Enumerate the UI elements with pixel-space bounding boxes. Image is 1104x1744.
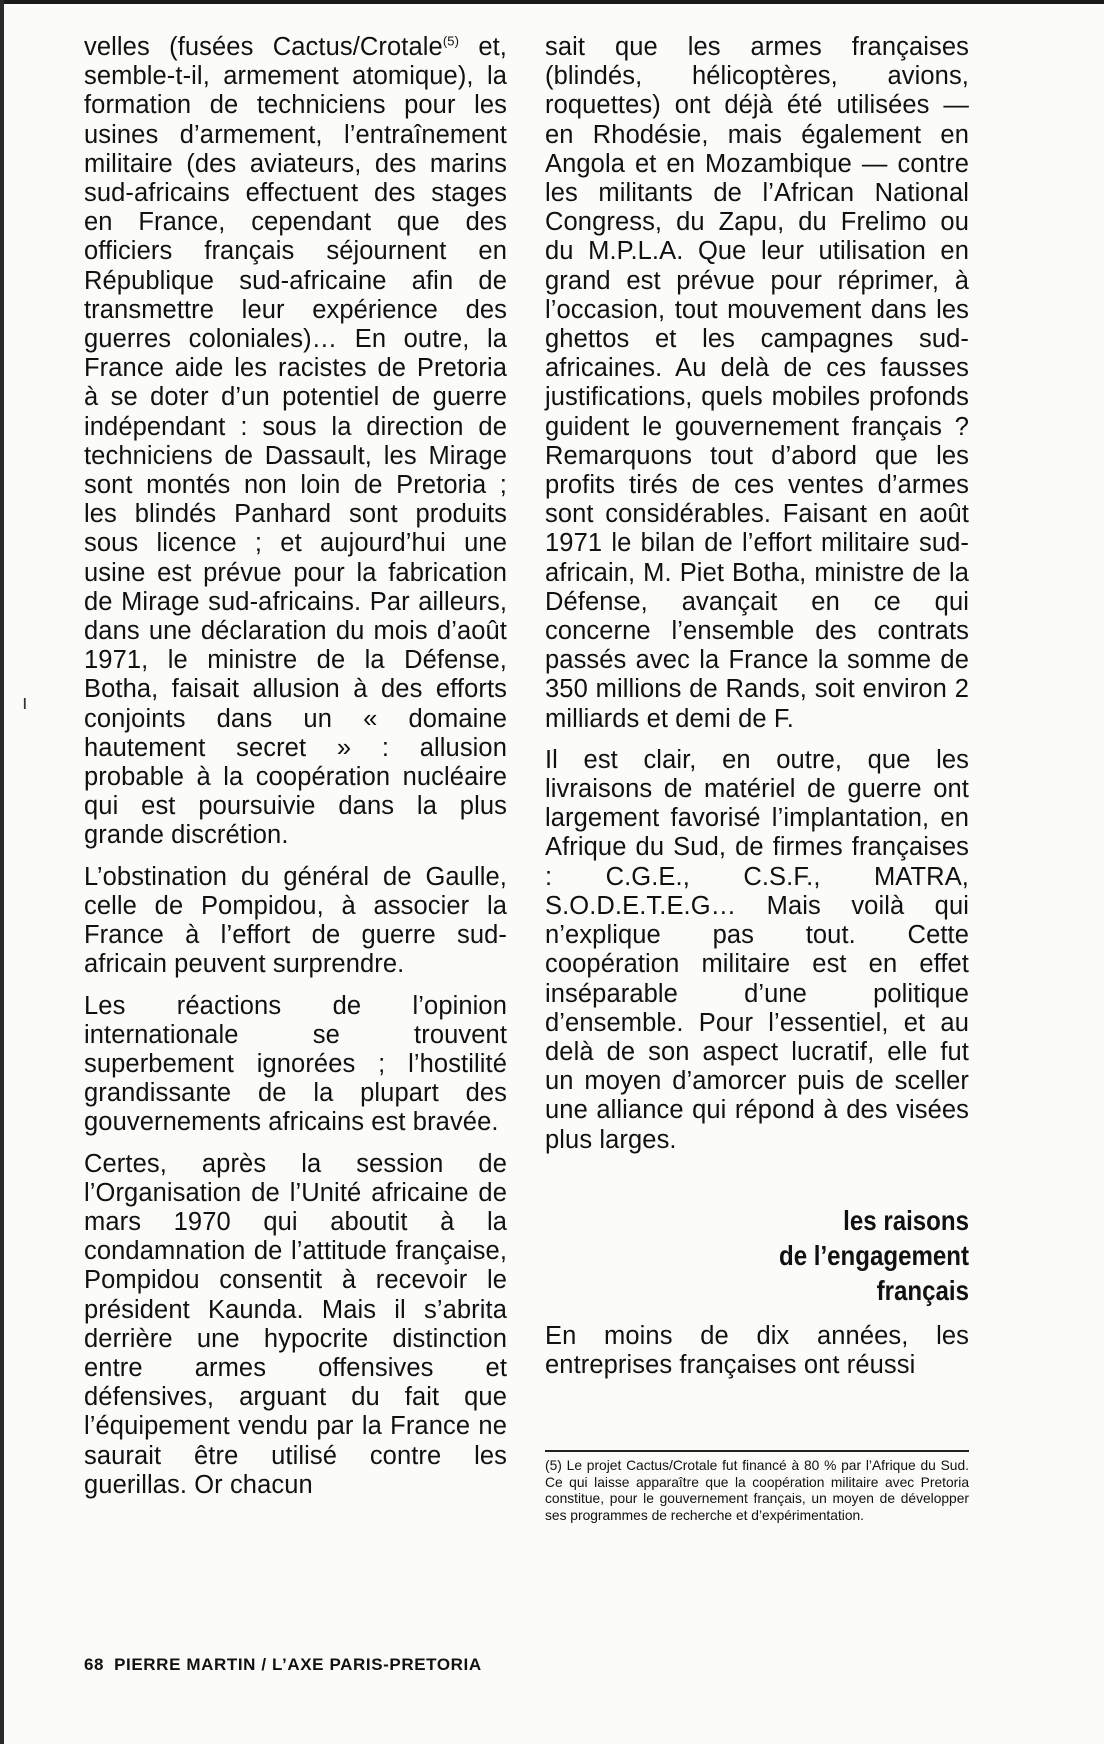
paragraph-7: En moins de dix années, les entreprises françaises ont réussi [545,1321,969,1379]
paragraph-3: Les réactions de l’opinion internationale se trouvent superbement ignorées ; l’hostilité grandissante de la plupart des gouvernements africains est bravée. [84,991,507,1137]
paragraph-1-start: velles (fusées Cactus/Crotale [84,33,443,61]
section-heading [604,1203,969,1308]
left-border-rule [0,0,4,1744]
margin-mark: ı [22,692,28,714]
left-column [84,33,507,1512]
running-title: PIERRE MARTIN / L’AXE PARIS-PRETORIA [114,1655,482,1674]
top-border-rule [0,0,1104,4]
page-number: 68 [84,1655,105,1674]
paragraph-4: Certes, après la session de l’Organisation de l’Unité africaine de mars 1970 qui aboutit à la condamnation de l’attitude française, Pompidou consentit à recevoir le président Kaunda. Mais il s’abrita derrière une hypocrite distinction entre armes offensives et défensives, arguant du fait que l’équipement vendu par la France ne saurait être utilisé contre les guerillas. Or chacun [84,1149,507,1499]
paragraph-1-rest: et, semble-t-il, armement atomique), la formation de techniciens pour les usines d’armement, l’entraînement militaire (des aviateurs, des marins sud-africains effectuent des stages en France, cependant que des officiers français séjournent en République sud-africaine afin de transmettre leur expérience des guerres coloniales)… En outre, la France aide les racistes de Pretoria à se doter d’un potentiel de guerre indépendant : sous la direction de techniciens de Dassault, les Mirage sont montés non loin de Pretoria ; les blindés Panhard sont produits sous licence ; et aujourd’hui une usine est prévue pour la fabrication de Mirage sud-africains. Par ailleurs, dans une déclaration du mois d’août 1971, le ministre de la Défense, Botha, faisait allusion à des efforts conjoints dans un « domaine hautement secret » : allusion probable à la coopération nucléaire qui est poursuivie dans la plus grande discrétion. [84,33,507,850]
heading-line-2: de l’engagement [778,1239,969,1271]
paragraph-2: L’obstination du général de Gaulle, celle de Pompidou, à associer la France à l’effort de guerre sud-africain peuvent surprendre. [84,862,507,979]
page-footer [84,1655,482,1675]
right-column [545,33,969,1392]
paragraph-5: sait que les armes françaises (blindés, hélicoptères, avions, roquettes) ont déjà été utilisées — en Rhodésie, mais également en Angola et en Mozambique — contre les militants de l’African National Congress, du Zapu, du Frelimo ou du M.P.L.A. Que leur utilisation en grand est prévue pour réprimer, à l’occasion, tout mouvement dans les ghettos et les campagnes sud-africaines. Au delà de ces fausses justifications, quels mobiles profonds guident le gouvernement français ? Remarquons tout d’abord que les profits tirés de ces ventes d’armes sont considérables. Faisant en août 1971 le bilan de l’effort militaire sud-africain, M. Piet Botha, ministre de la Défense, avançait en ce qui concerne l’ensemble des contrats passés avec la France la somme de 350 millions de Rands, soit environ 2 milliards et demi de F. [545,33,969,733]
paragraph-6: Il est clair, en outre, que les livraisons de matériel de guerre ont largement favorisé l’implantation, en Afrique du Sud, de firmes françaises : C.G.E., C.S.F., MATRA, S.O.D.E.T.E.G… Mais voilà qui n’explique pas tout. Cette coopération militaire est en effet inséparable d’une politique d’ensemble. Pour l’essentiel, et au delà de son aspect lucratif, elle fut un moyen d’amorcer puis de sceller une alliance qui répond à des visées plus larges. [545,745,969,1154]
footnote-ref-5[interactable]: (5) [442,33,460,49]
heading-line-3: français [876,1274,969,1306]
footnote: (5) Le projet Cactus/Crotale fut financé à 80 % par l’Afrique du Sud. Ce qui laisse apparaître que la coopération militaire avec Pretoria constitue, pour le gouvernement français, un moyen de développer ses programmes de recherche et d’expérimentation. [545,1450,969,1524]
paragraph-1 [84,33,507,851]
heading-line-1: les raisons [843,1204,969,1236]
